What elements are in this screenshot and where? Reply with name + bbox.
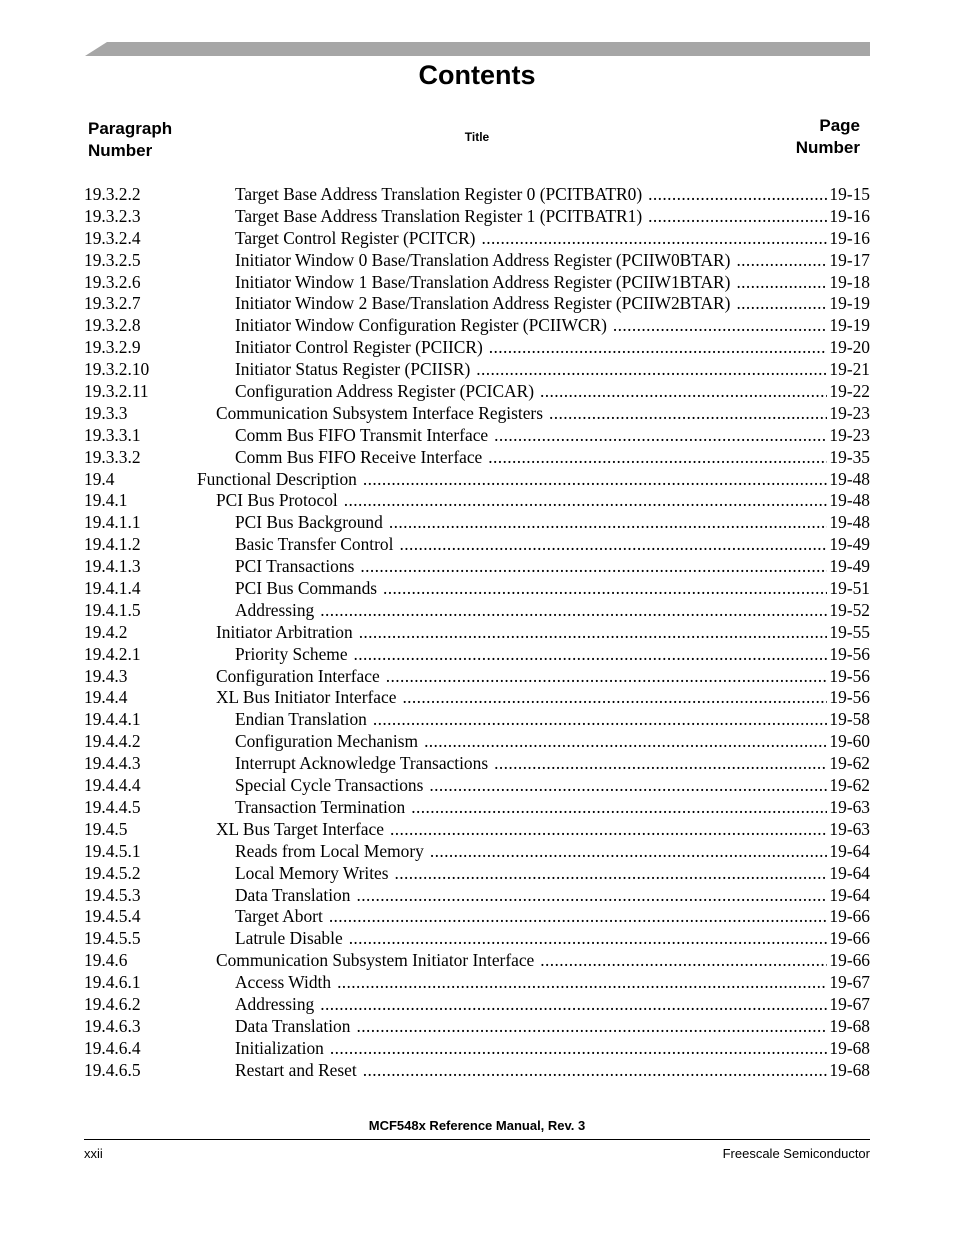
- toc-entry-line: [235, 293, 870, 315]
- footer-page-number: xxii: [84, 1146, 103, 1161]
- toc-entry-number: 19.3.2.3: [84, 205, 141, 226]
- toc-entry[interactable]: [84, 709, 870, 731]
- toc-entry-page: 19-17: [829, 249, 870, 270]
- toc-entry[interactable]: [84, 644, 870, 666]
- toc-entry-page: 19-62: [829, 775, 870, 796]
- dot-leader: [386, 666, 828, 688]
- toc-entry-number: 19.4.6.4: [84, 1037, 141, 1058]
- toc-entry-title: Transaction Termination: [235, 796, 406, 817]
- toc-entry-line: [235, 272, 870, 294]
- toc-entry[interactable]: [84, 315, 870, 337]
- toc-entry-title: Target Abort: [235, 906, 323, 927]
- toc-entry-page: 19-23: [829, 402, 870, 423]
- toc-entry-page: 19-48: [829, 512, 870, 533]
- toc-entry-number: 19.3.3.2: [84, 446, 141, 467]
- toc-entry-line: [235, 994, 870, 1016]
- dot-leader: [356, 885, 827, 907]
- dot-leader: [349, 928, 828, 950]
- toc-entry[interactable]: [84, 885, 870, 907]
- toc-entry-title: Target Control Register (PCITCR): [235, 227, 476, 248]
- header-banner: [85, 42, 870, 56]
- toc-entry-title: Basic Transfer Control: [235, 534, 394, 555]
- toc-entry-page: 19-49: [829, 534, 870, 555]
- dot-leader: [488, 447, 827, 469]
- toc-entry-title: Special Cycle Transactions: [235, 775, 424, 796]
- toc-entry[interactable]: [84, 753, 870, 775]
- toc-entry-title: Addressing: [235, 993, 315, 1014]
- toc-entry-line: [235, 1038, 870, 1060]
- toc-entry-page: 19-48: [829, 490, 870, 511]
- toc-entry-page: 19-64: [829, 884, 870, 905]
- toc-entry-line: [235, 425, 870, 447]
- toc-entry[interactable]: [84, 819, 870, 841]
- dot-leader: [736, 293, 827, 315]
- toc-entry-number: 19.4.1.2: [84, 534, 141, 555]
- toc-entry[interactable]: [84, 928, 870, 950]
- toc-entry-page: 19-56: [829, 687, 870, 708]
- toc-entry-page: 19-48: [829, 468, 870, 489]
- toc-entry[interactable]: [84, 797, 870, 819]
- toc-entry-page: 19-20: [829, 337, 870, 358]
- toc-entry-title: Initiator Window 1 Base/Translation Address Register (PCIIW1BTAR): [235, 271, 731, 292]
- dot-leader: [424, 731, 827, 753]
- toc-entry-title: Functional Description: [197, 468, 357, 489]
- toc-entry-page: 19-22: [829, 381, 870, 402]
- toc-entry-number: 19.4.4.2: [84, 731, 141, 752]
- toc-entry-title: Initiator Arbitration: [216, 621, 353, 642]
- toc-entry-number: 19.3.2.5: [84, 249, 141, 270]
- toc-entry-number: 19.3.2.7: [84, 293, 141, 314]
- dot-leader: [399, 534, 827, 556]
- toc-entry-title: Addressing: [235, 599, 315, 620]
- toc-entry-page: 19-67: [829, 972, 870, 993]
- toc-entry-number: 19.3.2.9: [84, 337, 141, 358]
- dot-leader: [373, 709, 828, 731]
- toc-entry-number: 19.3.2.4: [84, 227, 141, 248]
- toc-entry-page: 19-66: [829, 928, 870, 949]
- toc-entry[interactable]: [84, 469, 870, 491]
- toc-entry-page: 19-68: [829, 1059, 870, 1080]
- toc-entry-line: [235, 381, 870, 403]
- toc-entry-page: 19-16: [829, 227, 870, 248]
- toc-entry-line: [216, 950, 870, 972]
- dot-leader: [549, 403, 827, 425]
- dot-leader: [429, 775, 827, 797]
- toc-entry-line: [216, 403, 870, 425]
- toc-entry[interactable]: [84, 490, 870, 512]
- toc-entry-title: Initiator Status Register (PCIISR): [235, 359, 471, 380]
- toc-entry-page: 19-66: [829, 950, 870, 971]
- toc-entry-number: 19.4.6.3: [84, 1015, 141, 1036]
- toc-entry[interactable]: [84, 447, 870, 469]
- toc-entry-title: Comm Bus FIFO Transmit Interface: [235, 424, 489, 445]
- toc-entry-title: Target Base Address Translation Register 0 (PCITBATR0): [235, 184, 643, 204]
- toc-entry[interactable]: [84, 775, 870, 797]
- toc-entry-title: Initiator Window 0 Base/Translation Address Register (PCIIW0BTAR): [235, 249, 731, 270]
- toc-entry-title: Priority Scheme: [235, 643, 348, 664]
- toc-entry-page: 19-62: [829, 753, 870, 774]
- toc-entry-page: 19-63: [829, 796, 870, 817]
- toc-entry-title: Comm Bus FIFO Receive Interface: [235, 446, 483, 467]
- toc-entry-number: 19.3.2.8: [84, 315, 141, 336]
- page-title: Contents: [418, 60, 536, 90]
- toc-entry-page: 19-68: [829, 1037, 870, 1058]
- toc-entry-number: 19.3.3: [84, 402, 128, 423]
- toc-entry-title: Data Translation: [235, 1015, 351, 1036]
- toc-entry-number: 19.4.6: [84, 950, 128, 971]
- toc-entry-number: 19.4.5.2: [84, 862, 141, 883]
- toc-entry-line: [235, 644, 870, 666]
- toc-entry-page: 19-19: [829, 315, 870, 336]
- toc-entry[interactable]: [84, 206, 870, 228]
- toc-entry[interactable]: [84, 622, 870, 644]
- toc-entry[interactable]: [84, 250, 870, 272]
- toc-entry-line: [216, 490, 870, 512]
- toc-entry-line: [235, 797, 870, 819]
- toc-entry-number: 19.4.5: [84, 818, 128, 839]
- toc-entry-line: [235, 337, 870, 359]
- toc-entry-page: 19-16: [829, 205, 870, 226]
- toc-entry-line: [235, 184, 870, 206]
- toc-entry-title: Data Translation: [235, 884, 351, 905]
- toc-entry-line: [235, 600, 870, 622]
- toc-entry[interactable]: [84, 425, 870, 447]
- toc-entry[interactable]: [84, 534, 870, 556]
- dot-leader: [648, 206, 827, 228]
- toc-entry-number: 19.4.2: [84, 621, 128, 642]
- toc-entry-page: 19-67: [829, 993, 870, 1014]
- toc-entry-line: [235, 928, 870, 950]
- toc-entry-title: Configuration Interface: [216, 665, 380, 686]
- toc-entry[interactable]: [84, 863, 870, 885]
- toc-entry-page: 19-66: [829, 906, 870, 927]
- toc-entry[interactable]: [84, 1016, 870, 1038]
- toc-entry-line: [235, 731, 870, 753]
- dot-leader: [648, 184, 827, 206]
- toc-entry-number: 19.3.2.2: [84, 184, 141, 204]
- toc-entry[interactable]: [84, 512, 870, 534]
- toc-entry[interactable]: [84, 1038, 870, 1060]
- toc-entry-number: 19.4: [84, 468, 115, 489]
- toc-entry-page: 19-56: [829, 643, 870, 664]
- toc-entry-line: [235, 315, 870, 337]
- toc-entry-title: Access Width: [235, 972, 332, 993]
- toc-entry-title: Restart and Reset: [235, 1059, 357, 1080]
- toc-entry-title: Initiator Window Configuration Register (PCIIWCR): [235, 315, 607, 336]
- toc-entry-page: 19-51: [829, 578, 870, 599]
- dot-leader: [481, 228, 827, 250]
- toc-entry[interactable]: [84, 731, 870, 753]
- toc-entry-title: Target Base Address Translation Register 1 (PCITBATR1): [235, 205, 643, 226]
- toc-entry-page: 19-35: [829, 446, 870, 467]
- dot-leader: [430, 841, 828, 863]
- dot-leader: [330, 1038, 828, 1060]
- toc-entry[interactable]: [84, 950, 870, 972]
- table-of-contents: [84, 184, 870, 1082]
- toc-entry-number: 19.4.5.1: [84, 840, 141, 861]
- dot-leader: [395, 863, 828, 885]
- toc-entry-line: [235, 556, 870, 578]
- dot-leader: [489, 337, 828, 359]
- dot-leader: [344, 490, 828, 512]
- column-header-title: Title: [464, 130, 490, 144]
- dot-leader: [736, 250, 827, 272]
- page-header-text: Page Number: [795, 116, 860, 157]
- toc-entry-page: 19-64: [829, 862, 870, 883]
- footer-company: Freescale Semiconductor: [722, 1146, 870, 1161]
- toc-entry[interactable]: [84, 841, 870, 863]
- toc-entry-title: Reads from Local Memory: [235, 840, 424, 861]
- toc-entry-number: 19.4.5.5: [84, 928, 141, 949]
- toc-entry-line: [235, 841, 870, 863]
- dot-leader: [389, 512, 828, 534]
- dot-leader: [359, 622, 828, 644]
- toc-entry-number: 19.3.2.11: [84, 381, 149, 402]
- toc-entry[interactable]: [84, 337, 870, 359]
- toc-entry-line: [235, 1016, 870, 1038]
- dot-leader: [494, 753, 827, 775]
- toc-entry[interactable]: [84, 906, 870, 928]
- toc-entry-title: Interrupt Acknowledge Transactions: [235, 753, 489, 774]
- toc-entry-number: 19.4.5.4: [84, 906, 141, 927]
- footer-divider: [84, 1139, 870, 1140]
- paragraph-header-text: Paragraph Number: [88, 119, 173, 160]
- toc-entry-title: PCI Bus Commands: [235, 578, 378, 599]
- column-header-page-number: [796, 115, 860, 159]
- toc-entry[interactable]: [84, 403, 870, 425]
- dot-leader: [402, 687, 827, 709]
- toc-entry-line: [235, 972, 870, 994]
- toc-entry-number: 19.4.6.5: [84, 1059, 141, 1080]
- toc-entry-line: [235, 1060, 870, 1082]
- toc-entry-line: [235, 206, 870, 228]
- toc-entry-number: 19.4.4.5: [84, 796, 141, 817]
- toc-entry-title: Communication Subsystem Interface Registers: [216, 402, 543, 423]
- toc-entry-title: Initialization: [235, 1037, 324, 1058]
- toc-entry[interactable]: [84, 578, 870, 600]
- dot-leader: [383, 578, 827, 600]
- toc-entry[interactable]: [84, 1060, 870, 1082]
- toc-entry-line: [235, 775, 870, 797]
- dot-leader: [411, 797, 827, 819]
- toc-entry-page: 19-21: [829, 359, 870, 380]
- toc-entry[interactable]: [84, 972, 870, 994]
- toc-entry-page: 19-58: [829, 709, 870, 730]
- toc-entry-line: [235, 228, 870, 250]
- toc-entry[interactable]: [84, 994, 870, 1016]
- toc-entry-page: 19-52: [829, 599, 870, 620]
- toc-entry-line: [235, 578, 870, 600]
- toc-entry-title: Initiator Window 2 Base/Translation Address Register (PCIIW2BTAR): [235, 293, 731, 314]
- toc-entry-number: 19.4.2.1: [84, 643, 141, 664]
- toc-entry[interactable]: [84, 293, 870, 315]
- toc-entry-number: 19.4.6.2: [84, 993, 141, 1014]
- toc-entry-page: 19-23: [829, 424, 870, 445]
- toc-entry-page: 19-63: [829, 818, 870, 839]
- toc-entry-number: 19.4.5.3: [84, 884, 141, 905]
- toc-entry-page: 19-68: [829, 1015, 870, 1036]
- toc-entry-line: [235, 534, 870, 556]
- toc-entry[interactable]: [84, 666, 870, 688]
- dot-leader: [320, 994, 827, 1016]
- toc-entry-number: 19.3.3.1: [84, 424, 141, 445]
- toc-entry-number: 19.4.3: [84, 665, 128, 686]
- toc-entry-title: Communication Subsystem Initiator Interface: [216, 950, 535, 971]
- toc-entry-line: [235, 885, 870, 907]
- toc-entry-title: Initiator Control Register (PCIICR): [235, 337, 483, 358]
- toc-entry-line: [235, 250, 870, 272]
- toc-entry[interactable]: [84, 359, 870, 381]
- toc-entry-page: 19-18: [829, 271, 870, 292]
- toc-entry-number: 19.4.1.4: [84, 578, 141, 599]
- toc-entry-number: 19.3.2.6: [84, 271, 141, 292]
- toc-entry-page: 19-55: [829, 621, 870, 642]
- dot-leader: [354, 644, 828, 666]
- toc-entry[interactable]: [84, 272, 870, 294]
- dot-leader: [363, 469, 828, 491]
- toc-entry-page: 19-15: [829, 184, 870, 204]
- toc-entry-title: XL Bus Initiator Interface: [216, 687, 397, 708]
- toc-entry-number: 19.4.1.5: [84, 599, 141, 620]
- dot-leader: [329, 906, 828, 928]
- toc-entry-line: [235, 753, 870, 775]
- toc-entry[interactable]: [84, 381, 870, 403]
- toc-entry-title: PCI Bus Protocol: [216, 490, 338, 511]
- toc-entry-line: [235, 709, 870, 731]
- toc-entry-title: XL Bus Target Interface: [216, 818, 384, 839]
- toc-entry[interactable]: [84, 556, 870, 578]
- toc-entry-line: [235, 863, 870, 885]
- toc-entry-title: PCI Transactions: [235, 556, 355, 577]
- toc-entry-page: 19-56: [829, 665, 870, 686]
- toc-entry-number: 19.4.1: [84, 490, 128, 511]
- dot-leader: [390, 819, 827, 841]
- toc-entry-number: 19.4.4.4: [84, 775, 141, 796]
- dot-leader: [613, 315, 828, 337]
- toc-entry-page: 19-60: [829, 731, 870, 752]
- toc-entry-number: 19.4.1.1: [84, 512, 141, 533]
- dot-leader: [736, 272, 827, 294]
- toc-entry[interactable]: [84, 184, 870, 206]
- toc-entry-line: [235, 512, 870, 534]
- footer-manual-title: MCF548x Reference Manual, Rev. 3: [368, 1118, 586, 1133]
- toc-entry-number: 19.3.2.10: [84, 359, 150, 380]
- toc-entry-title: Configuration Address Register (PCICAR): [235, 381, 535, 402]
- dot-leader: [363, 1060, 828, 1082]
- toc-entry-page: 19-49: [829, 556, 870, 577]
- dot-leader: [360, 556, 827, 578]
- toc-entry-line: [216, 819, 870, 841]
- dot-leader: [476, 359, 827, 381]
- toc-entry-line: [216, 622, 870, 644]
- toc-entry[interactable]: [84, 600, 870, 622]
- dot-leader: [540, 950, 827, 972]
- dot-leader: [337, 972, 827, 994]
- toc-entry-number: 19.4.4.3: [84, 753, 141, 774]
- toc-entry-title: Latrule Disable: [235, 928, 343, 949]
- toc-entry[interactable]: [84, 228, 870, 250]
- toc-entry-number: 19.4.4: [84, 687, 128, 708]
- dot-leader: [320, 600, 827, 622]
- toc-entry-page: 19-19: [829, 293, 870, 314]
- toc-entry-page: 19-64: [829, 840, 870, 861]
- toc-entry-line: [235, 906, 870, 928]
- toc-entry-number: 19.4.1.3: [84, 556, 141, 577]
- toc-entry-line: [216, 687, 870, 709]
- dot-leader: [356, 1016, 827, 1038]
- toc-entry-line: [216, 666, 870, 688]
- dot-leader: [494, 425, 827, 447]
- toc-entry-line: [235, 447, 870, 469]
- dot-leader: [540, 381, 827, 403]
- toc-entry-line: [235, 359, 870, 381]
- toc-entry-number: 19.4.4.1: [84, 709, 141, 730]
- toc-entry-line: [197, 469, 870, 491]
- toc-entry-title: Configuration Mechanism: [235, 731, 419, 752]
- toc-entry-number: 19.4.6.1: [84, 972, 141, 993]
- toc-entry[interactable]: [84, 687, 870, 709]
- toc-entry-title: Local Memory Writes: [235, 862, 389, 883]
- toc-entry-title: Endian Translation: [235, 709, 367, 730]
- toc-entry-title: PCI Bus Background: [235, 512, 383, 533]
